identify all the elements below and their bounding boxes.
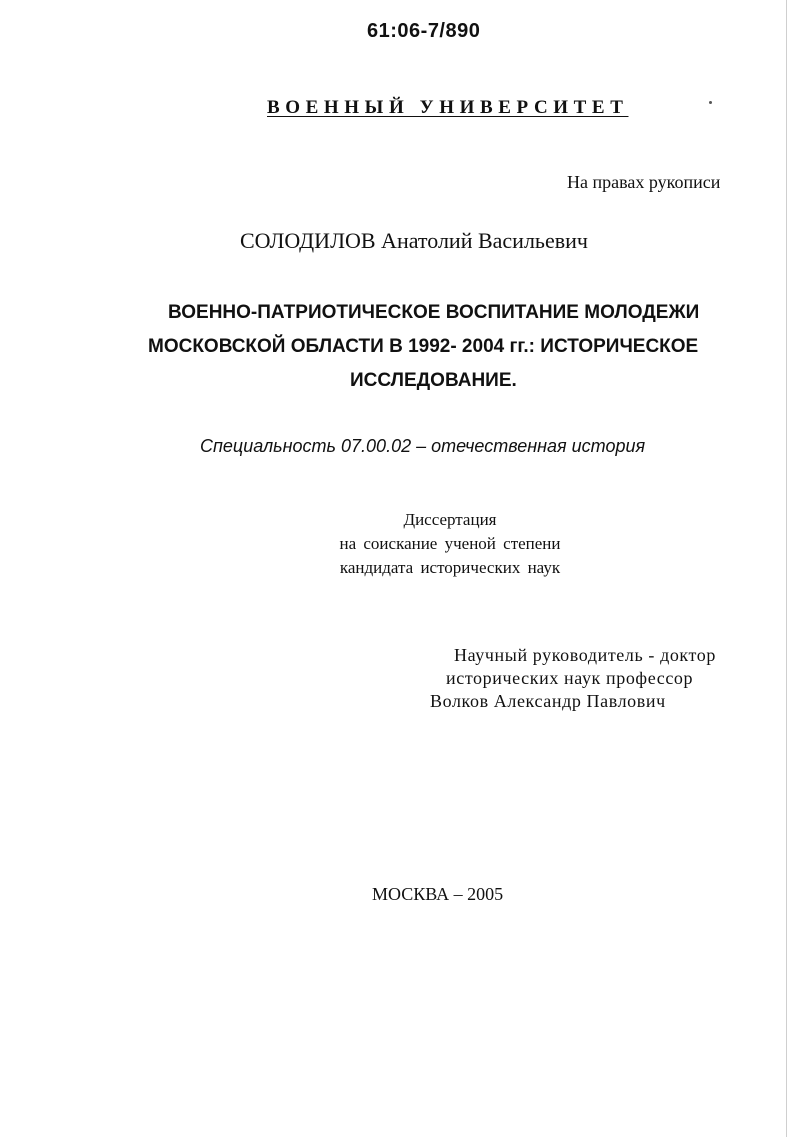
dissertation-line-3: кандидата исторических наук — [339, 558, 561, 577]
dissertation-line-2: на соискание ученой степени — [339, 534, 561, 553]
advisor-line-3: Волков Александр Павлович — [430, 691, 666, 711]
manuscript-rights: На правах рукописи — [567, 172, 721, 192]
scan-speck — [709, 101, 712, 104]
dissertation-description — [250, 508, 650, 580]
archive-code: 61:06-7/890 — [367, 20, 481, 42]
advisor-line-2: исторических наук профессор — [446, 668, 694, 688]
title-line-1: ВОЕННО-ПАТРИОТИЧЕСКОЕ ВОСПИТАНИЕ МОЛОДЕЖИ — [168, 302, 700, 323]
scientific-advisor — [420, 644, 780, 713]
specialty: Специальность 07.00.02 – отечественная история — [200, 436, 646, 456]
scan-edge-line — [786, 0, 787, 1137]
city-year: МОСКВА – 2005 — [372, 884, 504, 904]
dissertation-title — [100, 296, 790, 398]
dissertation-line-1: Диссертация — [403, 510, 497, 529]
title-line-2: МОСКОВСКОЙ ОБЛАСТИ В 1992- 2004 гг.: ИСТОРИЧЕСКОЕ — [148, 336, 699, 357]
university-name: ВОЕННЫЙ УНИВЕРСИТЕТ — [267, 97, 629, 118]
author-name: СОЛОДИЛОВ Анатолий Васильевич — [240, 228, 588, 253]
advisor-line-1: Научный руководитель - доктор — [454, 645, 716, 665]
title-line-3: ИССЛЕДОВАНИЕ. — [350, 370, 517, 391]
